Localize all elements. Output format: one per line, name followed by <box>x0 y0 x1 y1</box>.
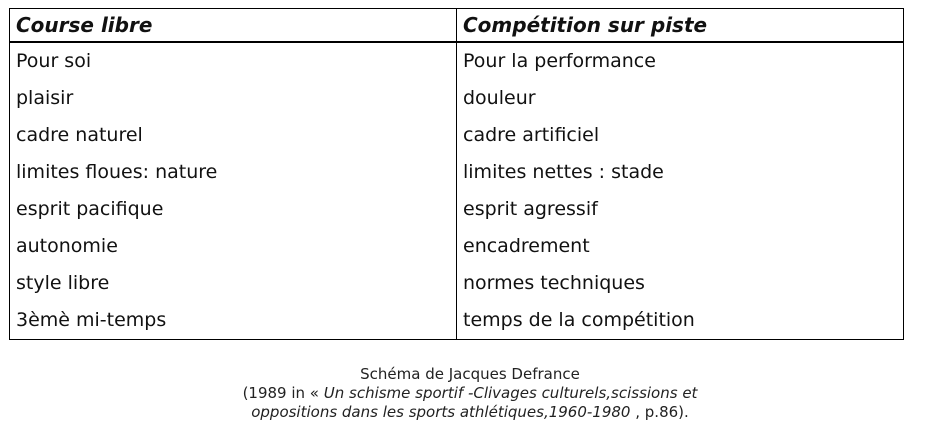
caption-citation-line2 <box>0 403 940 422</box>
cell-course-libre: Pour soi <box>10 42 457 80</box>
cell-course-libre: 3èmè mi-temps <box>10 302 457 340</box>
cell-course-libre: limites floues: nature <box>10 154 457 191</box>
cell-course-libre: plaisir <box>10 80 457 117</box>
table-row <box>10 117 904 154</box>
cell-course-libre: esprit pacifique <box>10 191 457 228</box>
caption-title: Schéma de Jacques Defrance <box>360 365 580 383</box>
cell-competition: douleur <box>457 80 904 117</box>
table-row <box>10 191 904 228</box>
cell-course-libre: style libre <box>10 265 457 302</box>
cell-competition: normes techniques <box>457 265 904 302</box>
cell-competition: esprit agressif <box>457 191 904 228</box>
cell-course-libre: autonomie <box>10 228 457 265</box>
figure-caption <box>0 365 940 422</box>
caption-citation-prefix: (1989 in « <box>242 384 324 402</box>
table-row <box>10 265 904 302</box>
cell-competition: temps de la compétition <box>457 302 904 340</box>
cell-competition: cadre artificiel <box>457 117 904 154</box>
cell-competition: encadrement <box>457 228 904 265</box>
header-course-libre: Course libre <box>10 9 457 43</box>
cell-competition: Pour la performance <box>457 42 904 80</box>
caption-citation-title-part2: oppositions dans les sports athlétiques,1960-1980 <box>251 403 631 421</box>
table-header-row <box>10 9 904 43</box>
caption-citation-suffix: , p.86). <box>630 403 689 421</box>
table-row <box>10 154 904 191</box>
caption-citation-title-part1: Un schisme sportif -Clivages culturels,scissions et <box>323 384 698 402</box>
table-row <box>10 80 904 117</box>
cell-course-libre: cadre naturel <box>10 117 457 154</box>
table-row <box>10 302 904 340</box>
table-row <box>10 42 904 80</box>
comparison-table <box>9 8 904 340</box>
caption-citation-line1 <box>0 384 940 403</box>
cell-competition: limites nettes : stade <box>457 154 904 191</box>
table-row <box>10 228 904 265</box>
header-competition-sur-piste: Compétition sur piste <box>457 9 904 43</box>
